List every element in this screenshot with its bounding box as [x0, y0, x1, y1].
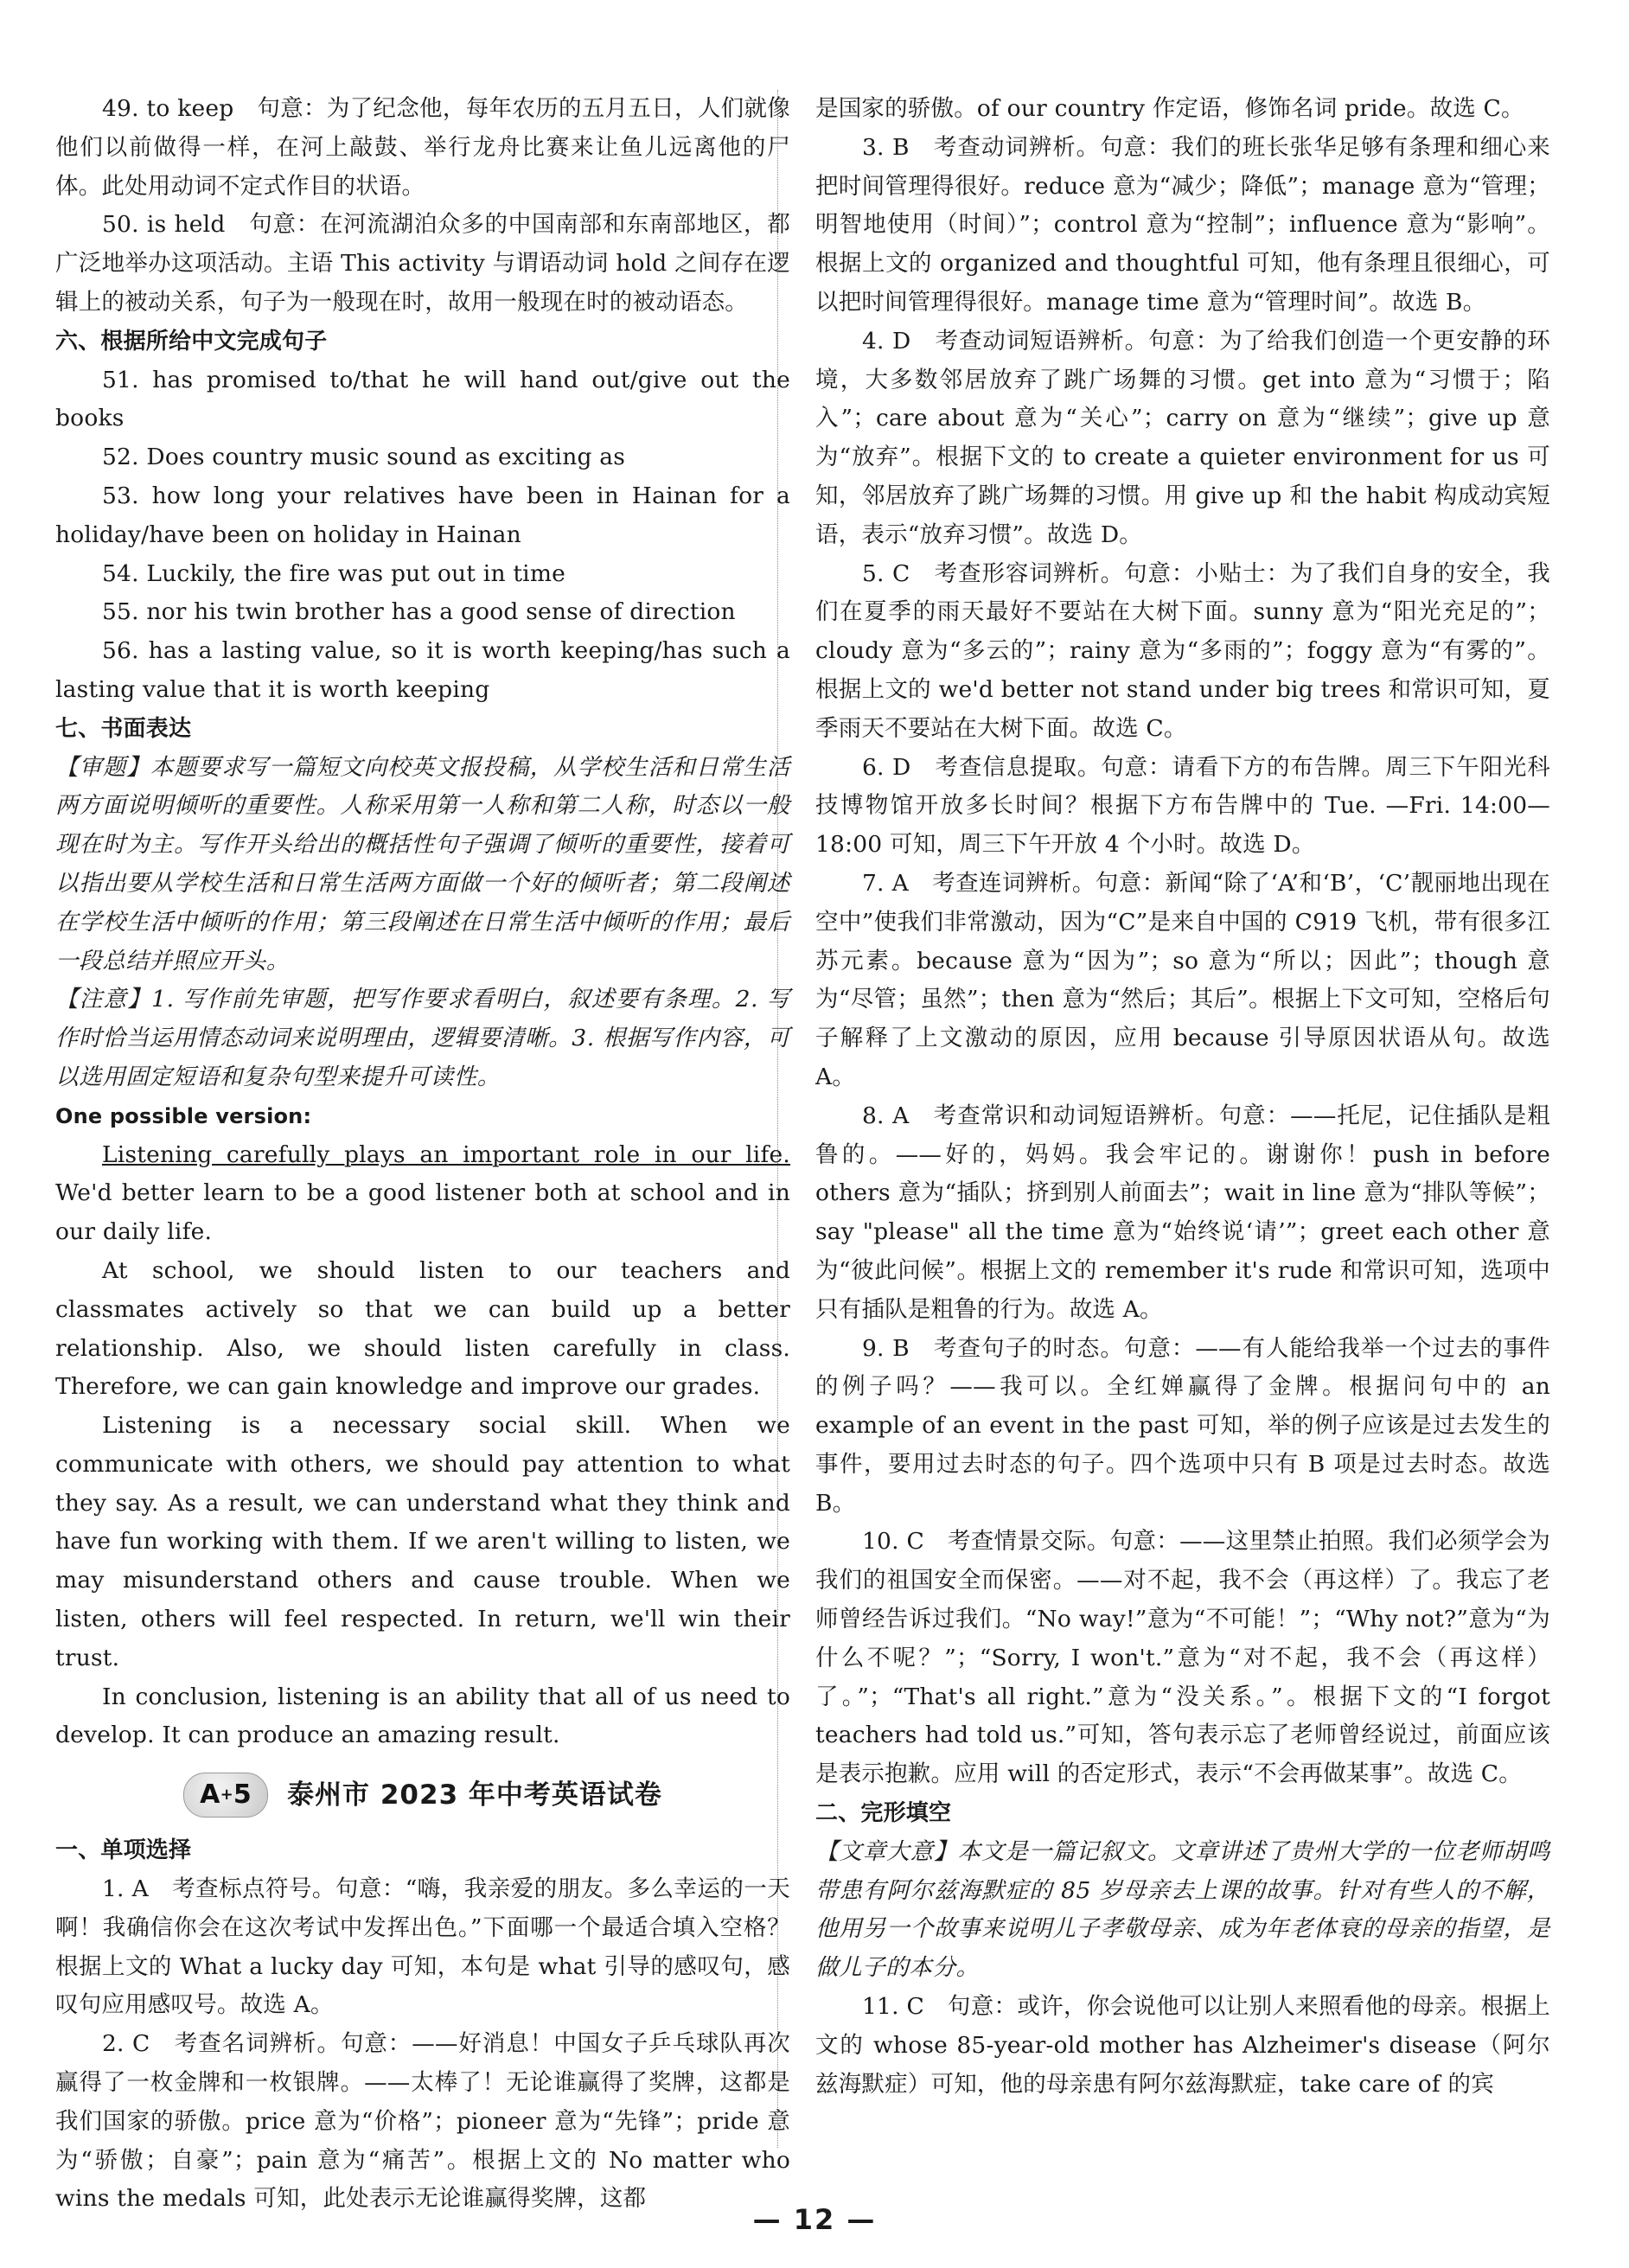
answer-52: 52. Does country music sound as exciting as [102, 444, 626, 471]
section-heading-2: 二、完形填空 [815, 1800, 952, 1827]
essay-paragraph-1 [55, 1136, 790, 1252]
possible-version-label: One possible version: [55, 1103, 312, 1128]
section-heading-7: 七、书面表达 [55, 715, 192, 742]
answer-7: 7. A 考查连词辨析。句意：新闻“除了‘A’和‘B’，‘C’靓丽地出现在空中”使我们非常激动，因为“C”是来自中国的 C919 飞机，带有很多江苏元素。because 意为“因为”；so 意为“所以；因此”；though 意为“尽管；虽然”；then 意为“然后；其后”。根据上下文可知，空格后句子解释了上文激动的原因，应用 because 引导原因状语从句。故选 A。 [815, 869, 1550, 1090]
left-column [55, 90, 790, 2219]
section-heading-1: 一、单项选择 [55, 1837, 192, 1864]
answer-53: 53. how long your relatives have been in Hainan for a holiday/have been on holiday in Hainan [55, 482, 790, 548]
essay-paragraph-4: In conclusion, listening is an ability that all of us need to develop. It can produce an amazing result. [55, 1683, 790, 1749]
answer-2-continued: 是国家的骄傲。of our country 作定语，修饰名词 pride。故选 C。 [815, 95, 1524, 122]
answer-51: 51. has promised to/that he will hand out/give out the books [55, 366, 790, 432]
answer-4: 4. D 考查动词短语辨析。句意：为了给我们创造一个更安静的环境，大多数邻居放弃了跳广场舞的习惯。get into 意为“习惯于；陷入”；care about 意为“关心”；carry on 意为“继续”；give up 意为“放弃”。根据下文的 to create a quieter environment for us 可知，邻居放弃了跳广场舞的习惯。用 give up 和 the habit 构成动宾短语，表示“放弃习惯”。故选 D。 [815, 327, 1550, 548]
answer-1: 1. A 考查标点符号。句意：“嗨，我亲爱的朋友。多么幸运的一天啊！我确信你会在这次考试中发挥出色。”下面哪一个最适合填入空格？根据上文的 What a lucky day 可知，本句是 what 引导的感叹句，感叹句应用感叹号。故选 A。 [55, 1875, 790, 2019]
answer-49: 49. to keep 句意：为了纪念他，每年农历的五月五日，人们就像他们以前做得一样，在河上敲鼓、举行龙舟比赛来让鱼儿远离他的尸体。此处用动词不定式作目的状语。 [55, 95, 790, 200]
writing-notes: 【注意】1. 写作前先审题，把写作要求看明白，叙述要有条理。2. 写作时恰当运用情态动词来说明理由，逻辑要清晰。3. 根据写作内容，可以选用固定短语和复杂句型来提升可读性。 [55, 986, 790, 1090]
exam-badge: A + 5 [183, 1773, 268, 1818]
answer-10: 10. C 考查情景交际。句意：——这里禁止拍照。我们必须学会为我们的祖国安全而保密。——对不起，我不会（再这样）了。我忘了老师曾经告诉过我们。“No way!”意为“不可能！”；“Why not?”意为“为什么不呢？”；“Sorry, I won't.”意为“对不起，我不会（再这样）了。”；“That's all right.”意为“没关系。”。根据下文的“I forgot teachers had told us.”可知，答句表示忘了老师曾经说过，前面应该是表示抱歉。应用 will 的否定形式，表示“不会再做某事”。故选 C。 [815, 1528, 1550, 1788]
answer-5: 5. C 考查形容词辨析。句意：小贴士：为了我们自身的安全，我们在夏季的雨天最好不要站在大树下面。sunny 意为“阳光充足的”；cloudy 意为“多云的”；rainy 意为“多雨的”；foggy 意为“有雾的”。根据上文的 we'd better not stand under big trees 和常识可知，夏季雨天不要站在大树下面。故选 C。 [815, 559, 1550, 742]
page-number: — 12 — [752, 2203, 877, 2236]
exam-header [55, 1767, 790, 1823]
writing-analysis: 【审题】本题要求写一篇短文向校英文报投稿，从学校生活和日常生活两方面说明倾听的重要性。人称采用第一人称和第二人称，时态以一般现在时为主。写作开头给出的概括性句子强调了倾听的重要性，接着可以指出要从学校生活和日常生活两方面做一个好的倾听者；第二段阐述在学校生活中倾听的作用；第三段阐述在日常生活中倾听的作用；最后一段总结并照应开头。 [55, 753, 790, 974]
essay-paragraph-3: Listening is a necessary social skill. When we communicate with others, we should pay attention to what they say. As a result, we can understand what they think and have fun working with them. If we aren't willing to listen, we may misunderstand others and cause trouble. When we listen, others will feel respected. In return, we'll win their trust. [55, 1412, 790, 1671]
section-heading-6: 六、根据所给中文完成句子 [55, 328, 328, 355]
answer-8: 8. A 考查常识和动词短语辨析。句意：——托尼，记住插队是粗鲁的。——好的，妈妈。我会牢记的。谢谢你！push in before others 意为“插队；挤到别人前面去”；wait in line 意为“排队等候”；say "please" all the time 意为“始终说‘请’”；greet each other 意为“彼此问候”。根据上文的 remember it's rude 和常识可知，选项中只有插队是粗鲁的行为。故选 A。 [815, 1102, 1550, 1323]
answer-2: 2. C 考查名词辨析。句意：——好消息！中国女子乒乓球队再次赢得了一枚金牌和一枚银牌。——太棒了！无论谁赢得了奖牌，这都是我们国家的骄傲。price 意为“价格”；pioneer 意为“先锋”；pride 意为“骄傲；自豪”；pain 意为“痛苦”。根据上文的 No matter who wins the medals 可知，此处表示无论谁赢得奖牌，这都 [55, 2030, 790, 2213]
answer-56: 56. has a lasting value, so it is worth keeping/has such a lasting value that it is worth keeping [55, 637, 790, 703]
essay-paragraph-2: At school, we should listen to our teachers and classmates actively so that we can build up a better relationship. Also, we should listen carefully in class. Therefore, we can gain knowledge and improve our grades. [55, 1256, 790, 1401]
answer-50: 50. is held 句意：在河流湖泊众多的中国南部和东南部地区，都广泛地举办这项活动。主语 This activity 与谓语动词 hold 之间存在逻辑上的被动关系，句子为一般现在时，故用一般现在时的被动语态。 [55, 211, 790, 316]
answer-6: 6. D 考查信息提取。句意：请看下方的布告牌。周三下午阳光科技博物馆开放多长时间？根据下方布告牌中的 Tue. —Fri. 14:00—18:00 可知，周三下午开放 4 个小时。故选 D。 [815, 753, 1550, 859]
passage-summary: 【文章大意】本文是一篇记叙文。文章讲述了贵州大学的一位老师胡鸣带患有阿尔兹海默症的 85 岁母亲去上课的故事。针对有些人的不解，他用另一个故事来说明儿子孝敬母亲、成为年老体衰的母亲的指望，是做儿子的本分。 [815, 1837, 1550, 1982]
badge-letter: A [200, 1779, 220, 1810]
answer-54: 54. Luckily, the fire was put out in time [102, 559, 566, 587]
essay-topic-sentence: Listening carefully plays an important role in our life. [102, 1140, 790, 1168]
answer-3: 3. B 考查动词辨析。句意：我们的班长张华足够有条理和细心来把时间管理得很好。reduce 意为“减少；降低”；manage 意为“管理；明智地使用（时间）”；control 意为“控制”；influence 意为“影响”。根据上文的 organized and thoughtful 可知，他有条理且很细心，可以把时间管理得很好。manage time 意为“管理时间”。故选 B。 [815, 133, 1550, 316]
answer-11: 11. C 句意：或许，你会说他可以让别人来照看他的母亲。根据上文的 whose 85-year-old mother has Alzheimer's disease（阿尔兹海默症）可知，他的母亲患有阿尔兹海默症，take care of 的宾 [815, 1993, 1550, 2098]
answer-9: 9. B 考查句子的时态。句意：——有人能给我举一个过去的事件的例子吗？——我可以。全红婵赢得了金牌。根据问句中的 an example of an event in the past 可知，举的例子应该是过去发生的事件，要用过去时态的句子。四个选项中只有 B 项是过去时态。故选 B。 [815, 1334, 1550, 1517]
essay-paragraph-1-rest: We'd better learn to be a good listener both at school and in our daily life. [55, 1179, 790, 1246]
badge-number: 5 [233, 1779, 252, 1810]
right-column [815, 90, 1550, 2104]
answer-55: 55. nor his twin brother has a good sense of direction [102, 598, 736, 626]
exam-title: 泰州市 2023 年中考英语试卷 [287, 1779, 662, 1811]
